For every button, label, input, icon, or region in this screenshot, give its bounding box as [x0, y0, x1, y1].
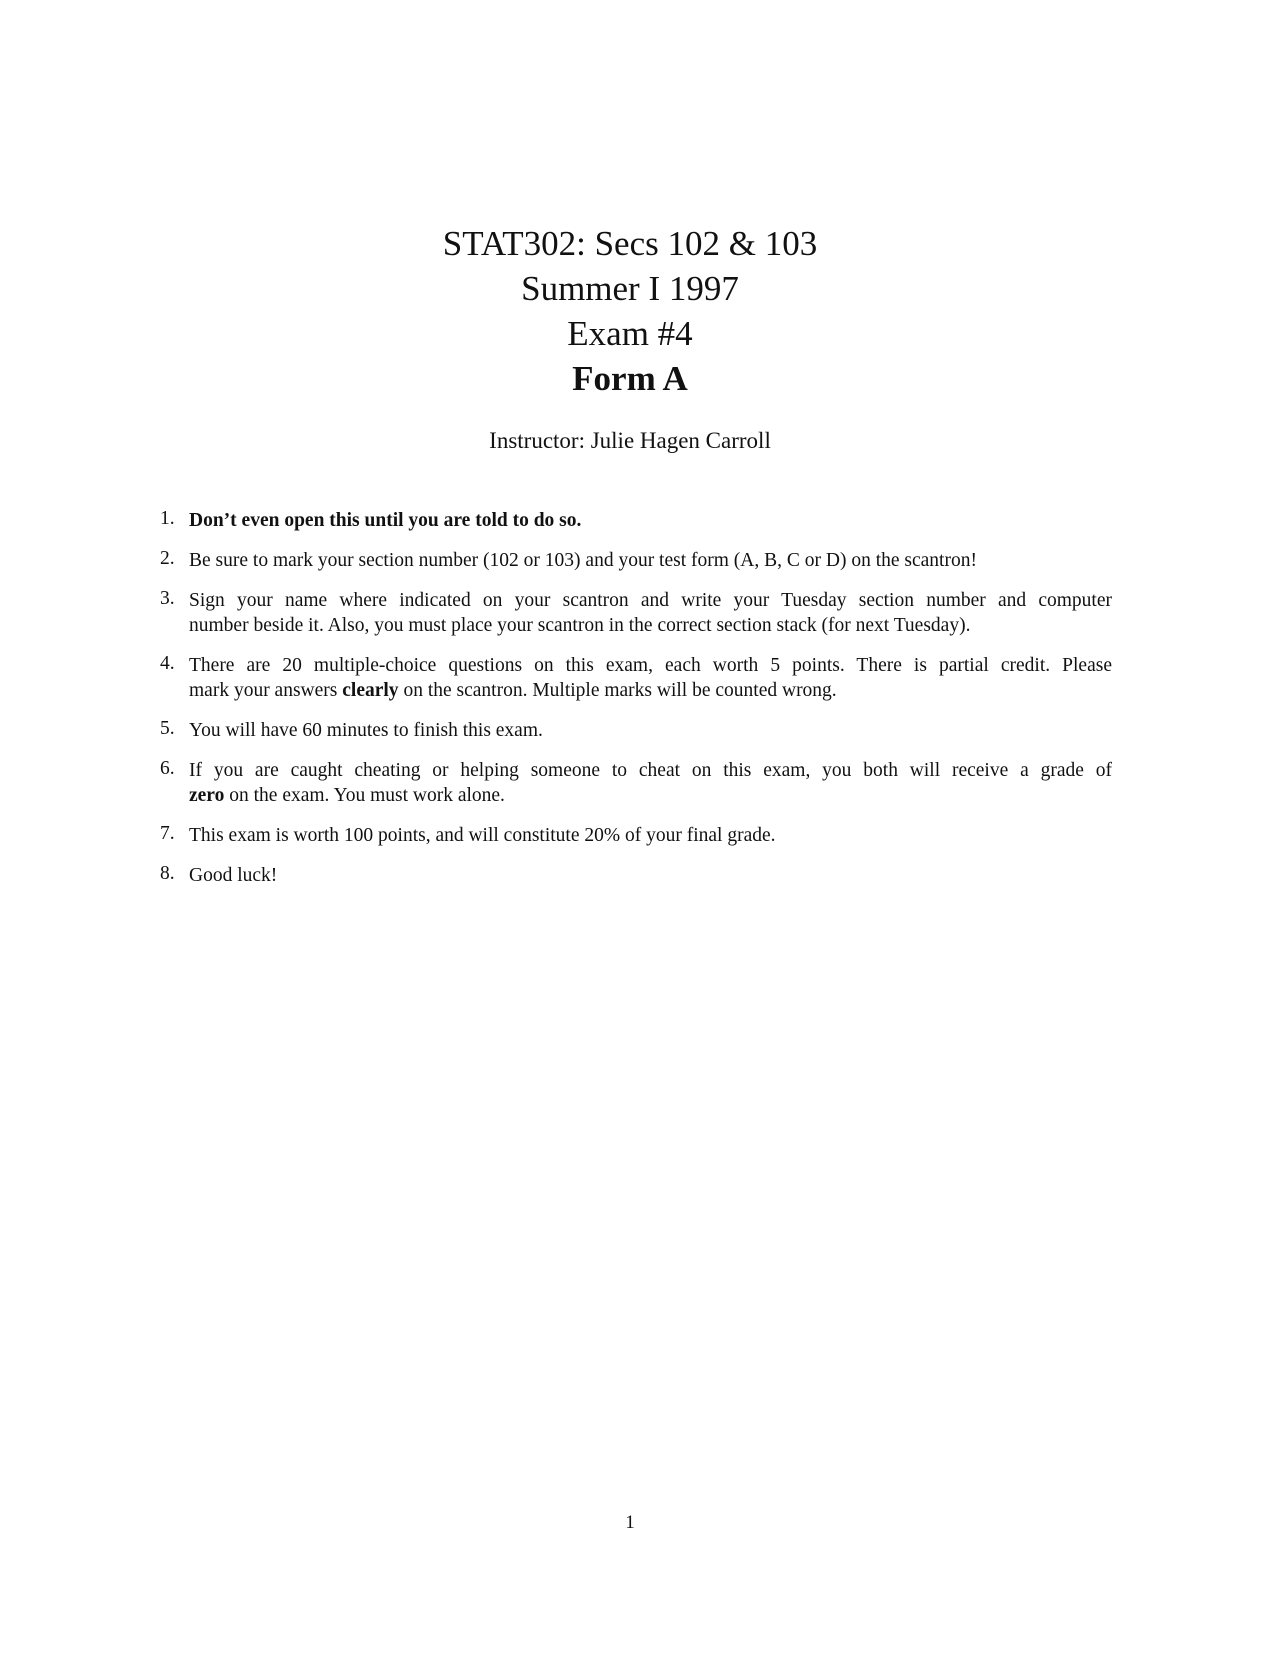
item-text: You will have 60 minutes to finish this exam.	[189, 720, 543, 741]
item-line	[189, 718, 1112, 743]
item-text: This exam is worth 100 points, and will constitute 20% of your final grade.	[189, 825, 776, 846]
item-text: on the scantron. Multiple marks will be counted wrong.	[398, 680, 837, 701]
instruction-item	[160, 718, 1112, 743]
item-text: If you are caught cheating or helping someone to cheat on this exam, you both will receive a grade of	[189, 760, 1112, 781]
item-number: 8.	[160, 863, 175, 884]
item-line	[189, 588, 1112, 613]
term: Summer I 1997	[521, 269, 739, 308]
item-line	[189, 863, 1112, 888]
instruction-item	[160, 548, 1112, 573]
item-line	[189, 823, 1112, 848]
item-number: 4.	[160, 653, 175, 674]
item-number: 1.	[160, 508, 175, 529]
item-text: on the exam. You must work alone.	[224, 785, 505, 806]
item-number: 5.	[160, 718, 175, 739]
instruction-item	[160, 653, 1112, 703]
item-text: Good luck!	[189, 865, 278, 886]
instruction-item	[160, 588, 1112, 638]
instruction-item	[160, 508, 1112, 533]
item-line	[189, 508, 1112, 533]
instruction-item	[160, 863, 1112, 888]
page-number: 1	[625, 1512, 635, 1533]
item-text: mark your answers	[189, 680, 343, 701]
course-title: STAT302: Secs 102 & 103	[442, 224, 818, 263]
item-line	[189, 548, 1112, 573]
item-line	[189, 613, 1112, 638]
item-number: 6.	[160, 758, 175, 779]
exam-number: Exam #4	[567, 314, 693, 353]
form-label: Form A	[572, 359, 688, 398]
item-number: 7.	[160, 823, 175, 844]
bold-text: zero	[189, 785, 225, 806]
item-number: 2.	[160, 548, 175, 569]
item-line	[189, 783, 1112, 808]
item-text: Be sure to mark your section number (102 or 103) and your test form (A, B, C or D) on the scantron!	[189, 550, 977, 571]
bold-text: Don’t even open this until you are told to do so.	[189, 510, 582, 531]
instructor: Instructor: Julie Hagen Carroll	[489, 428, 771, 453]
item-number: 3.	[160, 588, 175, 609]
item-text: number beside it. Also, you must place your scantron in the correct section stack (for next Tuesday).	[189, 615, 971, 636]
instruction-item	[160, 823, 1112, 848]
bold-text: clearly	[342, 680, 399, 701]
instructions-list	[160, 508, 1112, 903]
item-line	[189, 678, 1112, 703]
item-line	[189, 653, 1112, 678]
item-line	[189, 758, 1112, 783]
item-text: Sign your name where indicated on your scantron and write your Tuesday section number and computer	[189, 590, 1112, 611]
instruction-item	[160, 758, 1112, 808]
item-text: There are 20 multiple-choice questions on this exam, each worth 5 points. There is partial credit. Please	[189, 655, 1112, 676]
